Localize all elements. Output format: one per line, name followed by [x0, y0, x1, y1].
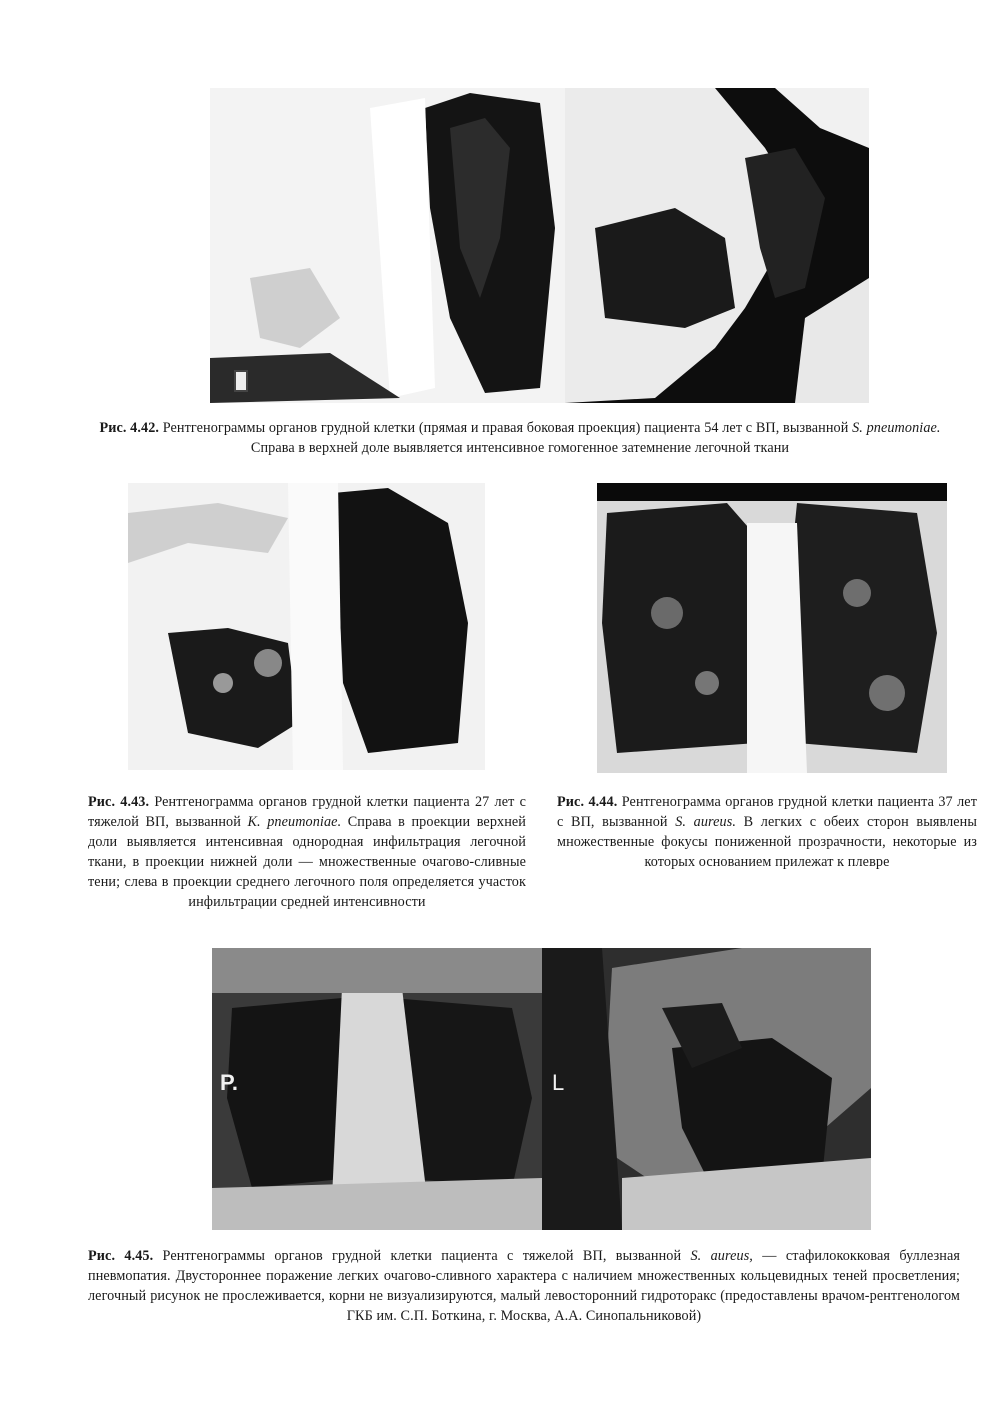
xray-4-43 [128, 483, 485, 770]
side-marker-left: L [552, 1070, 565, 1095]
caption-label: Рис. 4.42. [99, 420, 160, 436]
xray-4-45-lateral [542, 948, 871, 1230]
caption-fig-4-45: Рис. 4.45. Рентгенограммы органов грудной клетки пациента с тяжелой ВП, вызванной S. aureus, — стафилококковая буллезная пневмопатия. Двустороннее поражение легких очагово-сливного характера с наличием множественных кольцевидных теней просветления; легочный рисунок не прослеживается, корни не визуализируются, малый левосторонний гидроторакс (предоставлены врачом-рентгенологом ГКБ им. С.П. Боткина, г. Москва, А.А. Синопальниковой) [88, 1248, 961, 1324]
caption-label: Рис. 4.44. [557, 794, 618, 810]
caption-fig-4-43: Рис. 4.43. Рентгенограмма органов грудной клетки пациента 27 лет с тяжелой ВП, вызванной K. pneumoniae. Справа в проекции верхней доли выявляется интенсивная однородная инфильтрация легочной ткани, в проекции нижней доли — множественные очагово-сливные тени; слева в проекции среднего легочного поля определяется участок инфильтрации средней интенсивности [88, 794, 527, 910]
xray-4-44 [597, 483, 947, 773]
caption-fig-4-42: Рис. 4.42. Рентгенограммы органов грудной клетки (прямая и правая боковая проекция) пациента 54 лет с ВП, вызванной S. pneumoniae. Справа в верхней доле выявляется интенсивное гомогенное затемнение легочной ткани [99, 420, 941, 456]
side-marker-right: P. [220, 1070, 238, 1095]
caption-label: Рис. 4.45. [88, 1248, 154, 1264]
xray-4-42-lateral [565, 88, 869, 403]
xray-4-42-frontal [210, 88, 565, 403]
xray-4-45-frontal [212, 948, 542, 1230]
caption-label: Рис. 4.43. [88, 794, 150, 810]
caption-fig-4-44: Рис. 4.44. Рентгенограмма органов грудной клетки пациента 37 лет с ВП, вызванной S. aureus. В легких с обеих сторон выявлены множественные фокусы пониженной прозрачности, некоторые из которых основанием прилежат к плевре [557, 794, 978, 870]
